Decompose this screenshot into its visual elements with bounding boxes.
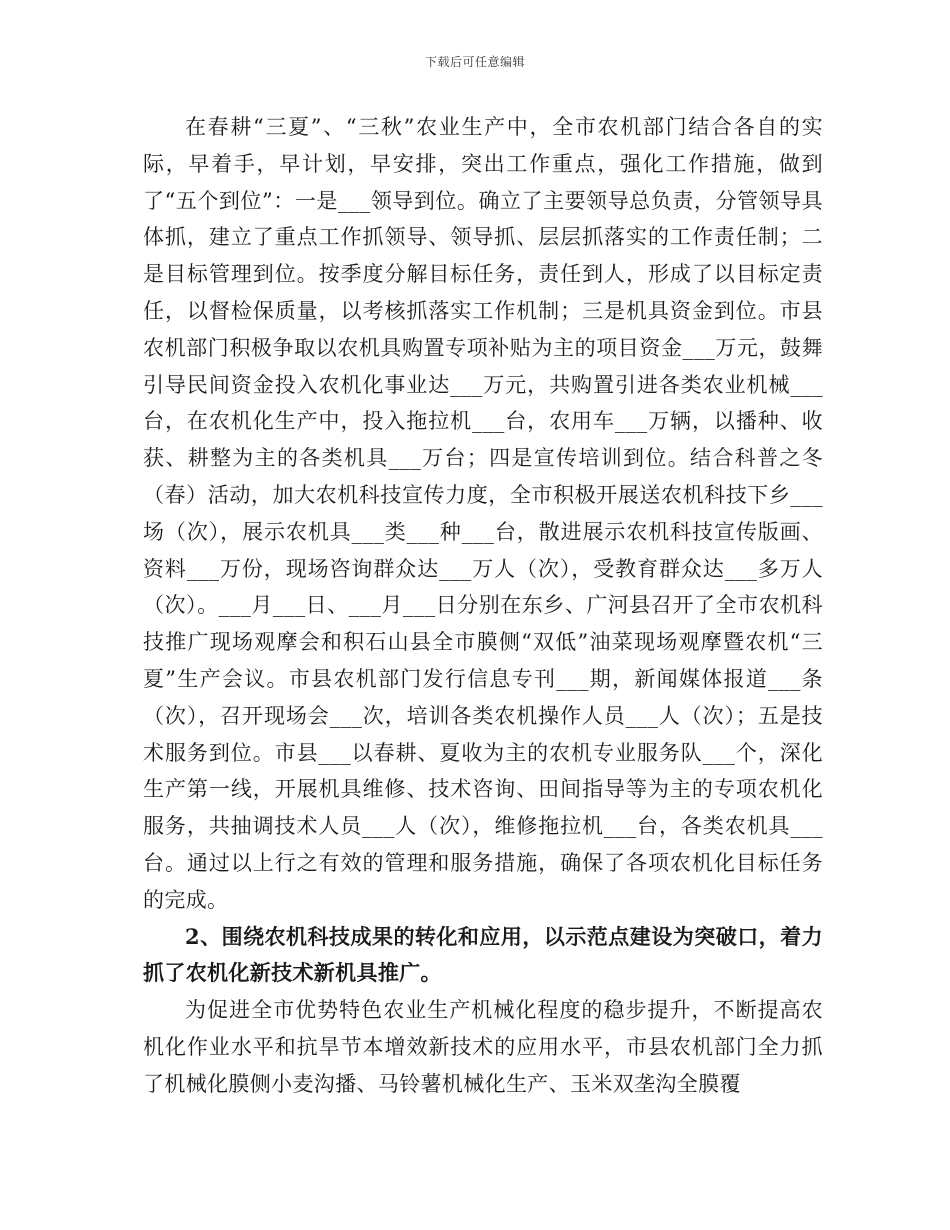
section-heading-technology-promotion: 2、围绕农机科技成果的转化和应用，以示范点建设为突破口，着力抓了农机化新技术新机具推广。 [143, 923, 823, 986]
body-paragraph-work-summary: 在春耕“三夏”、“三秋”农业生产中，全市农机部门结合各自的实际，早着手，早计划，早安排，突出工作重点，强化工作措施，做到了“五个到位”：一是___领导到位。确立了主要领导总负责，分管领导具体抓，建立了重点工作抓领导、领导抓、层层抓落实的工作责任制；二是目标管理到位。按季度分解目标任务，责任到人，形成了以目标定责任，以督检保质量，以考核抓落实工作机制；三是机具资金到位。市县农机部门积极争取以农机具购置专项补贴为主的项目资金___万元，鼓舞引导民间资金投入农机化事业达___万元，共购置引进各类农业机械___台，在农机化生产中，投入拖拉机___台，农用车___万辆，以播种、收获、耕整为主的各类机具___万台；四是宣传培训到位。结合科普之冬（春）活动，加大农机科技宣传力度，全市积极开展送农机科技下乡___场（次），展示农机具___类___种___台，散进展示农机科技宣传版画、资料___万份，现场咨询群众达___万人（次），受教育群众达___多万人（次）。___月___日、___月___日分别在东乡、广河县召开了全市农机科技推广现场观摩会和积石山县全市膜侧“双低”油菜现场观摩暨农机“三夏”生产会议。市县农机部门发行信息专刊___期，新闻媒体报道___条（次），召开现场会___次，培训各类农机操作人员___人（次）；五是技术服务到位。市县___以春耕、夏收为主的农机专业服务队___个，深化生产第一线，开展机具维修、技术咨询、田间指导等为主的专项农机化服务，共抽调技术人员___人（次），维修拖拉机___台，各类农机具___台。通过以上行之有效的管理和服务措施，确保了各项农机化目标任务的完成。 [143, 115, 823, 912]
document-body [143, 109, 823, 1103]
body-paragraph-mechanization: 为促进全市优势特色农业生产机械化程度的稳步提升，不断提高农机化作业水平和抗旱节本增效新技术的应用水平，市县农机部门全力抓了机械化膜侧小麦沟播、马铃薯机械化生产、玉米双垄沟全膜覆 [143, 998, 823, 1096]
page-header: 下载后可任意编辑 [424, 55, 525, 69]
